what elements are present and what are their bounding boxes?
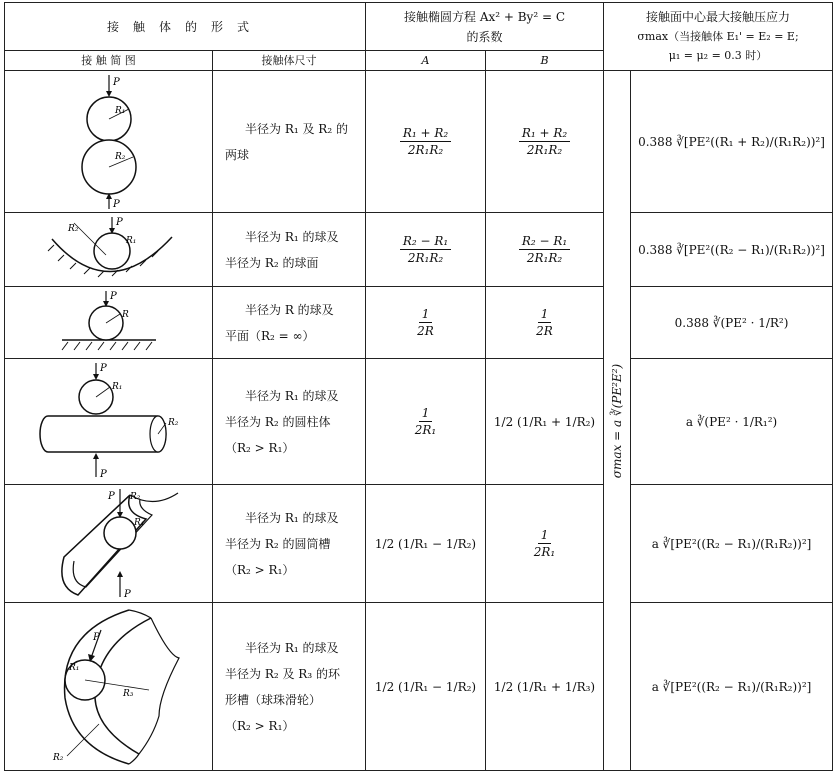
table-row bbox=[5, 287, 833, 359]
label-R1: R₁ bbox=[114, 105, 125, 116]
label-R2: R₂ bbox=[67, 223, 78, 234]
header-form-title: 接触体的形式 bbox=[5, 3, 366, 51]
coef-B: $\frac{\text{R₂ − R₁}}{\text{2R₁R₂}}$ bbox=[486, 213, 604, 287]
stress-formula: 0.388 ∛[PE²((R₂ − R₁)/(R₁R₂))²] bbox=[631, 213, 833, 287]
label-R1: R₁ bbox=[111, 381, 122, 392]
stress-sub1: σmax（当接触体 E₁' = E₂ = E; bbox=[637, 30, 799, 43]
coef-B: $\frac{\text{R₁ + R₂}}{\text{2R₁R₂}}$ bbox=[486, 71, 604, 213]
label-R1: R₁ bbox=[133, 517, 144, 528]
size-desc: 半径为 R₁ 的球及 半径为 R₂ 的圆筒槽 （R₂ > R₁） bbox=[213, 485, 366, 603]
vertical-formula-cell bbox=[604, 71, 631, 771]
coef-A: $\frac{1}{\text{2R₁}}$ bbox=[366, 359, 486, 485]
stress-formula: 0.388 ∛[PE²((R₁ + R₂)/(R₁R₂))²] bbox=[631, 71, 833, 213]
coef-A: 1/2 (1/R₁ − 1/R₂) bbox=[366, 603, 486, 771]
table-row bbox=[5, 485, 833, 603]
stress-sub2: μ₁ = μ₂ = 0.3 时） bbox=[668, 49, 768, 62]
coef-A: $\frac{\text{R₂ − R₁}}{\text{2R₁R₂}}$ bbox=[366, 213, 486, 287]
stress-title: 接触面中心最大接触压应力 bbox=[646, 10, 791, 24]
diagram-sphere-on-plane bbox=[5, 287, 213, 359]
header-stress-title bbox=[604, 3, 833, 71]
coef-A: 1/2 (1/R₁ − 1/R₂) bbox=[366, 485, 486, 603]
label-R2: R₂ bbox=[114, 151, 125, 162]
ellipse-equation-sub: 的系数 bbox=[466, 29, 503, 44]
vertical-formula: σmax = a ∛(PE²E²) bbox=[610, 363, 625, 478]
diagram-sphere-on-cylinder bbox=[5, 359, 213, 485]
size-desc: 半径为 R 的球及 平面（R₂ = ∞） bbox=[213, 287, 366, 359]
stress-formula: a ∛(PE² · 1/R₁²) bbox=[631, 359, 833, 485]
label-P-top: P bbox=[112, 76, 120, 88]
label-P-bottom: P bbox=[123, 588, 131, 600]
col-A-header: A bbox=[366, 51, 486, 71]
coef-B: 1/2 (1/R₁ + 1/R₃) bbox=[486, 603, 604, 771]
label-R: R bbox=[121, 309, 129, 320]
label-R2: R₂ bbox=[167, 417, 178, 428]
label-P-bottom: P bbox=[112, 198, 120, 210]
label-P-top: P bbox=[107, 490, 115, 502]
size-desc: 半径为 R₁ 的球及 半径为 R₂ 的圆柱体 （R₂ > R₁） bbox=[213, 359, 366, 485]
coef-B: $\frac{1}{2R}$ bbox=[486, 287, 604, 359]
ellipse-equation-title: 接触椭圆方程 Ax² + By² = C bbox=[404, 9, 566, 24]
diagram-sphere-in-groove bbox=[5, 485, 213, 603]
label-R2: R₂ bbox=[129, 491, 140, 502]
label-P: P bbox=[115, 216, 123, 228]
stress-formula: a ∛[PE²((R₂ − R₁)/(R₁R₂))²] bbox=[631, 603, 833, 771]
label-R1: R₁ bbox=[125, 235, 136, 246]
size-desc: 半径为 R₁ 及 R₂ 的 两球 bbox=[213, 71, 366, 213]
label-P-top: P bbox=[99, 362, 107, 374]
table-row bbox=[5, 213, 833, 287]
coef-B: 1/2 (1/R₁ + 1/R₂) bbox=[486, 359, 604, 485]
size-desc: 半径为 R₁ 的球及 半径为 R₂ 及 R₃ 的环 形槽（球珠滑轮） （R₂ > R₁） bbox=[213, 603, 366, 771]
coef-A: $\frac{1}{2R}$ bbox=[366, 287, 486, 359]
table-row bbox=[5, 603, 833, 771]
diagram-two-spheres bbox=[5, 71, 213, 213]
diagram-sphere-in-toroid bbox=[5, 603, 213, 771]
label-R1: R₁ bbox=[68, 662, 79, 673]
col-B-header: B bbox=[486, 51, 604, 71]
label-P-bottom: P bbox=[99, 468, 107, 480]
coef-B: $\frac{1}{\text{2R₁}}$ bbox=[486, 485, 604, 603]
stress-formula: 0.388 ∛(PE² · 1/R²) bbox=[631, 287, 833, 359]
label-P: P bbox=[109, 290, 117, 302]
col-diagram-header: 接 触 简 图 bbox=[5, 51, 213, 71]
table-row bbox=[5, 71, 833, 213]
size-desc: 半径为 R₁ 的球及 半径为 R₂ 的球面 bbox=[213, 213, 366, 287]
coef-A: $\frac{\text{R₁ + R₂}}{\text{2R₁R₂}}$ bbox=[366, 71, 486, 213]
label-P: P bbox=[92, 631, 100, 643]
contact-stress-table bbox=[4, 2, 833, 771]
stress-formula: a ∛[PE²((R₂ − R₁)/(R₁R₂))²] bbox=[631, 485, 833, 603]
table-row bbox=[5, 359, 833, 485]
label-R2: R₂ bbox=[52, 752, 63, 763]
header-ellipse-title bbox=[366, 3, 604, 51]
label-R3: R₃ bbox=[122, 688, 133, 699]
col-size-header: 接触体尺寸 bbox=[213, 51, 366, 71]
diagram-sphere-in-seat bbox=[5, 213, 213, 287]
